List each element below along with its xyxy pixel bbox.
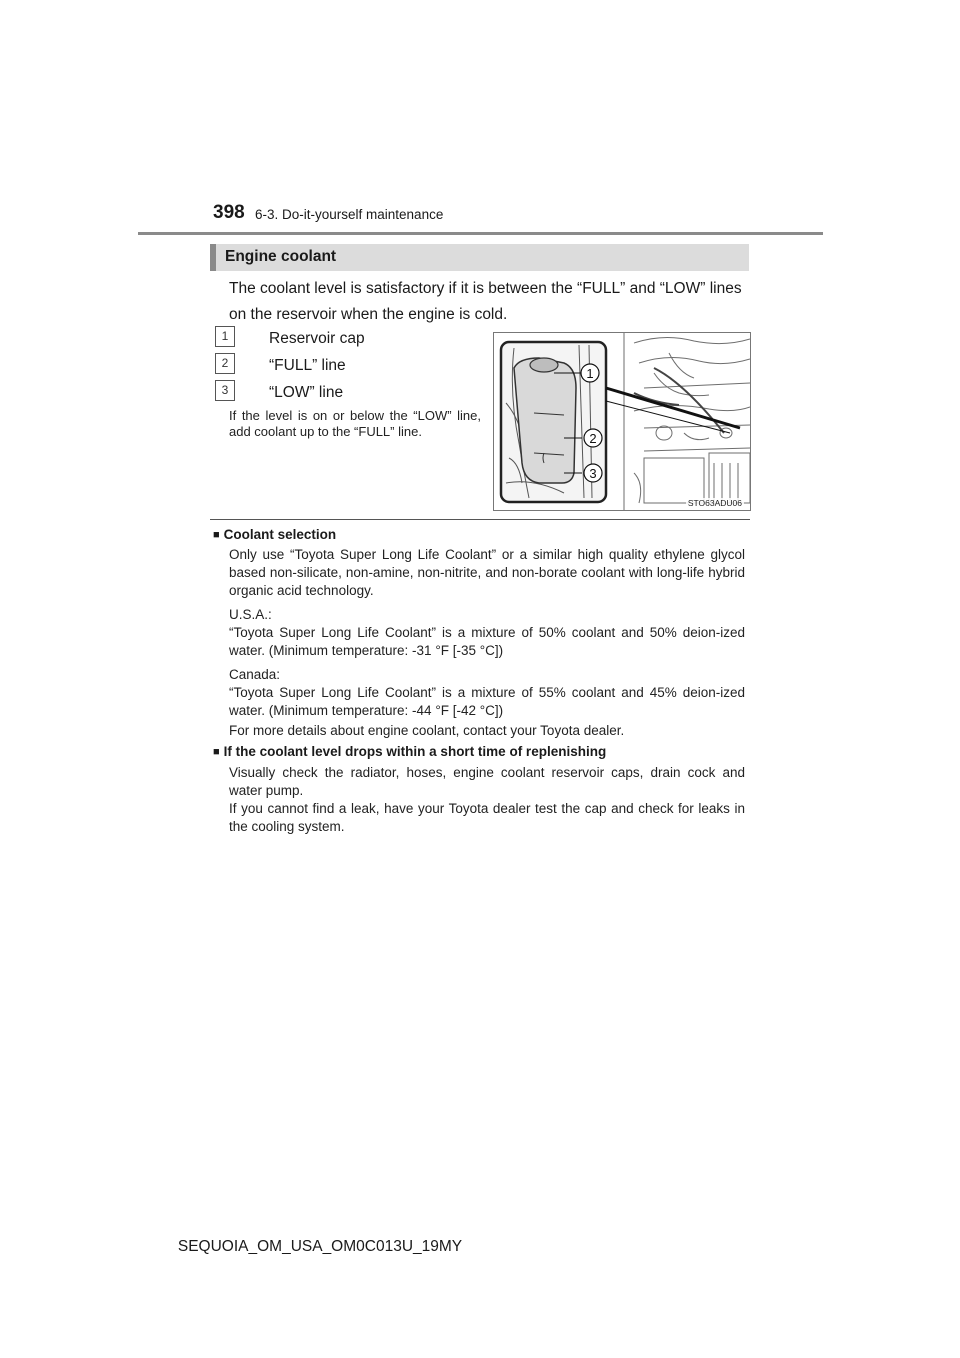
heading-accent (210, 244, 216, 271)
intro-text: The coolant level is satisfactory if it is between the “FULL” and “LOW” lines on the reservoir when the engine is cold. (229, 280, 742, 323)
canada-text: “Toyota Super Long Life Coolant” is a mixture of 55% coolant and 45% deion-ized water. (Minimum temperature: -44 °F [-42 °C]) (229, 685, 745, 718)
coolant-drops-text-2: If you cannot find a leak, have your Toyota dealer test the cap and check for leaks in the cooling system. (229, 801, 745, 834)
canada-label: Canada: (229, 667, 281, 682)
callout-number-2: 2 (215, 353, 235, 374)
callout-label-full-line: “FULL” line (269, 357, 346, 374)
header-divider (138, 232, 823, 235)
coolant-drops-text-1: Visually check the radiator, hoses, engine coolant reservoir caps, drain cock and water pump. (229, 765, 745, 798)
coolant-selection-heading-text: Coolant selection (223, 527, 337, 542)
figure-callout-2-label: 2 (589, 431, 597, 446)
coolant-selection-text: Only use “Toyota Super Long Life Coolant” or a similar high quality ethylene glycol based non-silicate, non-amine, non-nitrite, and non-borate coolant with long-life hybrid organic acid technology. (229, 547, 745, 598)
square-bullet-icon: ■ (213, 529, 220, 541)
coolant-selection-heading (213, 527, 336, 542)
section-heading: Engine coolant (225, 248, 337, 265)
usa-text: “Toyota Super Long Life Coolant” is a mixture of 50% coolant and 50% deion-ized water. (Minimum temperature: -31 °F [-35 °C]) (229, 625, 745, 658)
square-bullet-icon: ■ (213, 746, 220, 758)
section-heading-bar (210, 244, 749, 271)
figure-code: STO63ADU06 (687, 498, 742, 508)
callout-number-1: 1 (215, 326, 235, 347)
coolant-drops-heading-text: If the coolant level drops within a short time of replenishing (223, 744, 607, 759)
usa-label: U.S.A.: (229, 607, 272, 622)
fill-note: If the level is on or below the “LOW” line, add coolant up to the “FULL” line. (229, 408, 481, 439)
callout-label-low-line: “LOW” line (269, 384, 344, 401)
callout-number-3: 3 (215, 380, 235, 401)
coolant-drops-heading (213, 744, 606, 759)
body-divider (210, 519, 750, 520)
document-footer: SEQUOIA_OM_USA_OM0C013U_19MY (177, 1238, 463, 1255)
dealer-text: For more details about engine coolant, contact your Toyota dealer. (229, 723, 625, 738)
section-title: 6-3. Do-it-yourself maintenance (255, 207, 444, 222)
engine-bay-illustration (494, 333, 750, 510)
figure-callout-3-label: 3 (589, 466, 597, 481)
figure-callout-1-label: 1 (586, 366, 594, 381)
callout-label-reservoir-cap: Reservoir cap (269, 330, 365, 347)
engine-coolant-figure (493, 332, 751, 511)
page-number: 398 (213, 202, 245, 223)
